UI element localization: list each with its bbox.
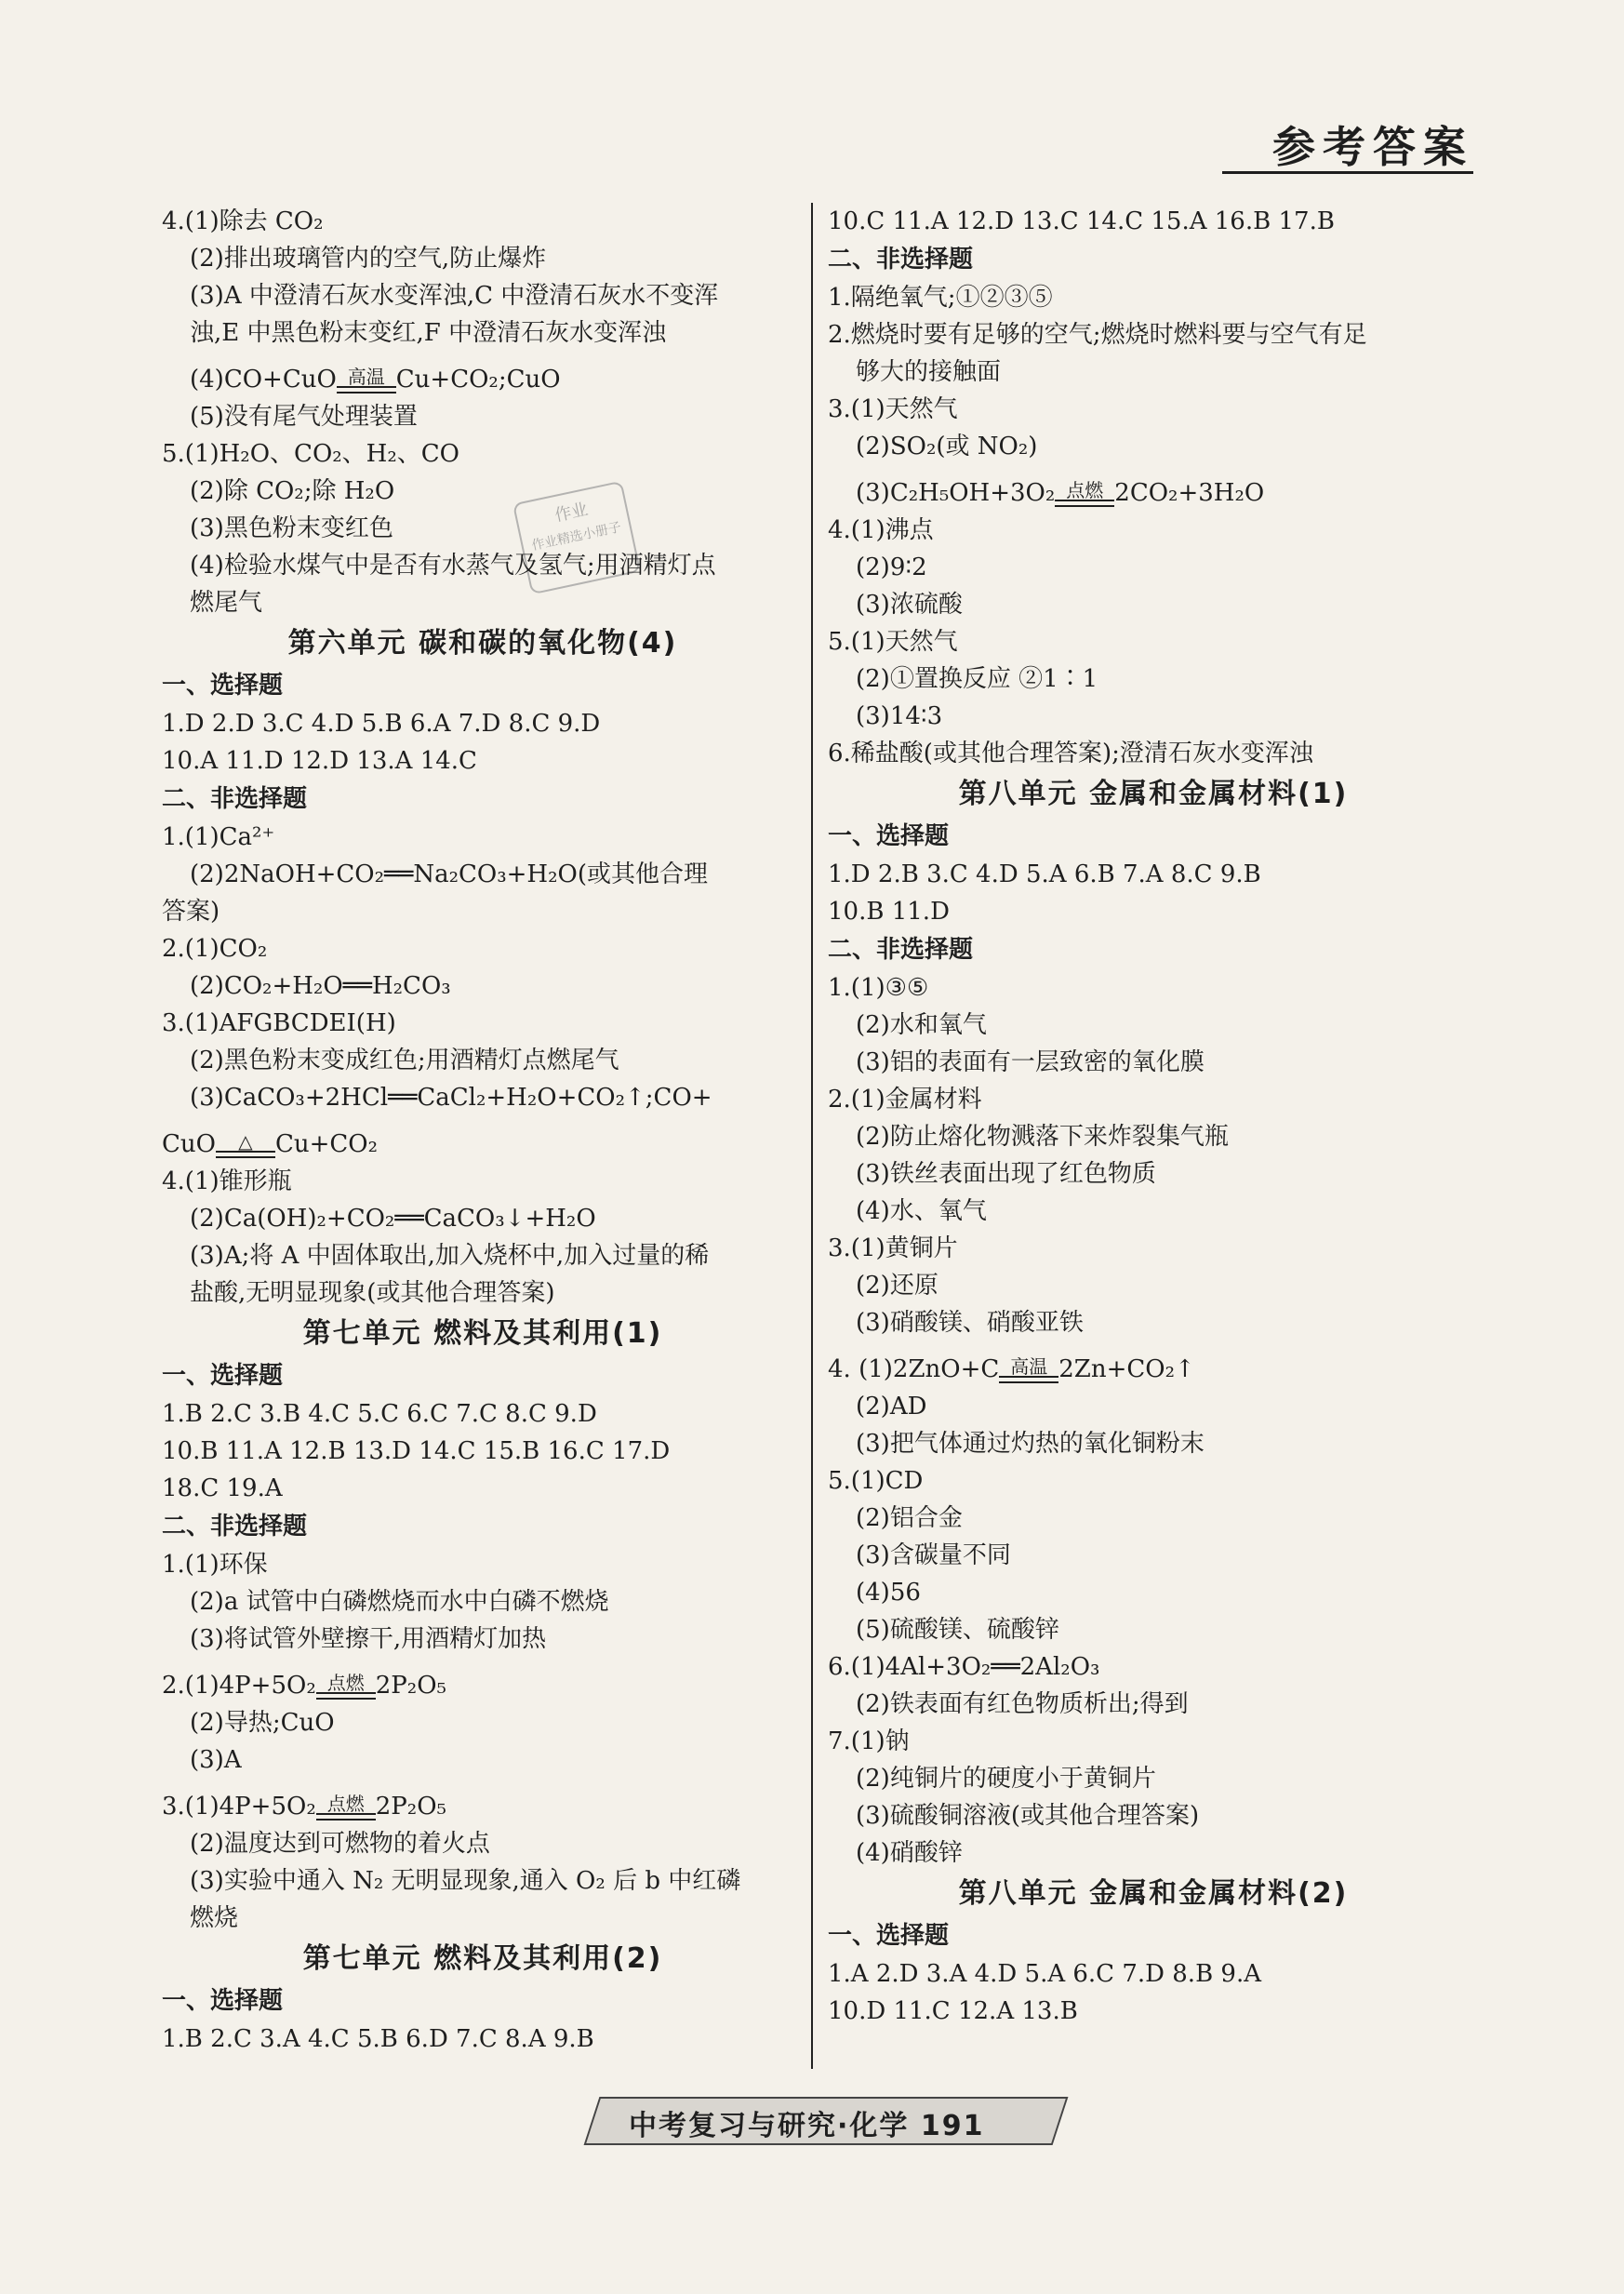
answer-line: 1.(1)环保 (162, 1551, 268, 1579)
answer-line: 4.(1)锥形瓶 (162, 1167, 292, 1195)
answer-line: (2)黑色粉末变成红色;用酒精灯点燃尾气 (190, 1047, 619, 1074)
right-column (828, 203, 1479, 2030)
equation-lhs: 2.(1)4P+5O₂ (162, 1672, 316, 1700)
section-title: 第八单元 金属和金属材料(2) (958, 1877, 1349, 1910)
equation-lhs: (4)CO+CuO (190, 366, 337, 393)
answer-line: (3)硝酸镁、硝酸亚铁 (856, 1309, 1084, 1337)
equation-rhs: 2Zn+CO₂↑ (1058, 1355, 1195, 1383)
answer-line: 5.(1)CD (828, 1467, 924, 1495)
answer-line: 6.稀盐酸(或其他合理答案);澄清石灰水变浑浊 (828, 740, 1313, 767)
answer-line: (3)浓硫酸 (856, 591, 963, 619)
answer-line: (3)黑色粉末变红色 (190, 514, 393, 542)
answer-line: 够大的接触面 (856, 358, 1002, 386)
answer-line: (2)9∶2 (856, 553, 927, 581)
choice-answers: 10.A 11.D 12.D 13.A 14.C (162, 747, 477, 775)
equation-lhs: CuO (162, 1130, 216, 1158)
answer-line: 3.(1)AFGBCDEI(H) (162, 1009, 396, 1037)
answer-line: (2)AD (856, 1393, 927, 1420)
nonchoice-heading: 二、非选择题 (162, 1513, 308, 1540)
choice-answers: 18.C 19.A (162, 1474, 283, 1502)
answer-line: 2.(1)CO₂ (162, 935, 268, 963)
choice-heading: 一、选择题 (162, 1362, 284, 1390)
nonchoice-heading: 二、非选择题 (828, 246, 974, 273)
answer-line: (2)CO₂+H₂O══H₂CO₃ (190, 972, 451, 1000)
footer-label: 中考复习与研究·化学 191 (629, 2110, 985, 2142)
answer-line: 2.(1)金属材料 (828, 1086, 982, 1114)
answer-line: 1.隔绝氧气;①②③⑤ (828, 284, 1053, 312)
answer-line: 3.(1)天然气 (828, 395, 958, 423)
stamp-line2: 作业精选小册子 (530, 520, 623, 554)
equation-lhs: 4. (1)2ZnO+C (828, 1355, 1000, 1383)
equation-rhs: Cu+CO₂ (274, 1130, 379, 1158)
column-divider (811, 203, 813, 2069)
equation-rhs: Cu+CO₂;CuO (395, 366, 561, 393)
answer-line: (2)纯铜片的硬度小于黄铜片 (856, 1765, 1156, 1793)
answer-line: (4)水、氧气 (856, 1197, 987, 1225)
answer-line: (3)把气体通过灼热的氧化铜粉末 (856, 1430, 1205, 1458)
equation-condition: 高温 (999, 1357, 1058, 1383)
choice-answers: 1.D 2.D 3.C 4.D 5.B 6.A 7.D 8.C 9.D (162, 710, 601, 738)
equation-condition: 点燃 (1055, 481, 1114, 507)
answer-line: (2)导热;CuO (190, 1709, 335, 1737)
answer-line: 盐酸,无明显现象(或其他合理答案) (190, 1279, 555, 1307)
equation-line (162, 1779, 804, 1825)
answer-line: 6.(1)4Al+3O₂══2Al₂O₃ (828, 1653, 1100, 1681)
section-title: 第七单元 燃料及其利用(2) (302, 1942, 663, 1975)
answer-line: (2)a 试管中白磷燃烧而水中白磷不燃烧 (190, 1588, 609, 1616)
answer-line: 浊,E 中黑色粉末变红,F 中澄清石灰水变浑浊 (190, 319, 667, 347)
answer-line: (2)①置换反应 ②1∶1 (856, 665, 1098, 693)
equation-line (828, 1341, 1479, 1388)
answer-line: (3)14∶3 (856, 702, 943, 730)
answer-line: 5.(1)H₂O、CO₂、H₂、CO (162, 440, 459, 468)
answer-line: (2)防止熔化物溅落下来炸裂集气瓶 (856, 1123, 1229, 1151)
answer-line: 燃尾气 (190, 589, 263, 617)
choice-answers: 10.B 11.D (828, 898, 950, 926)
equation-line (828, 465, 1479, 512)
choice-answers: 1.B 2.C 3.A 4.C 5.B 6.D 7.C 8.A 9.B (162, 2025, 594, 2053)
answer-line: (2)还原 (856, 1272, 938, 1300)
equation-line (162, 1116, 804, 1163)
answer-line: (2)铝合金 (856, 1504, 963, 1532)
answer-line: (3)含碳量不同 (856, 1541, 1011, 1569)
section-title: 第八单元 金属和金属材料(1) (958, 778, 1349, 810)
answer-line: (2)铁表面有红色物质析出;得到 (856, 1690, 1189, 1718)
nonchoice-heading: 二、非选择题 (828, 936, 974, 964)
answer-line: (3)铁丝表面出现了红色物质 (856, 1160, 1156, 1188)
answer-line: (4)硝酸锌 (856, 1839, 963, 1867)
answer-line: 燃烧 (190, 1904, 239, 1932)
answer-line: (2)除 CO₂;除 H₂O (190, 477, 395, 505)
page-header-title: 参考答案 (1272, 122, 1473, 172)
choice-answers: 10.B 11.A 12.B 13.D 14.C 15.B 16.C 17.D (162, 1437, 671, 1465)
answer-line: (4)56 (856, 1579, 921, 1607)
page-footer (592, 2097, 1057, 2147)
answer-line: (2)2NaOH+CO₂══Na₂CO₃+H₂O(或其他合理 (190, 860, 708, 888)
choice-answers: 1.A 2.D 3.A 4.D 5.A 6.C 7.D 8.B 9.A (828, 1960, 1262, 1988)
answer-line: (3)实验中通入 N₂ 无明显现象,通入 O₂ 后 b 中红磷 (190, 1867, 741, 1895)
answer-line: 4.(1)沸点 (828, 516, 934, 544)
equation-condition: 高温 (337, 367, 396, 393)
choice-answers: 1.D 2.B 3.C 4.D 5.A 6.B 7.A 8.C 9.B (828, 860, 1261, 888)
answer-line: 答案) (162, 898, 220, 926)
nonchoice-heading: 二、非选择题 (162, 785, 308, 813)
equation-line (162, 1658, 804, 1704)
answer-line: (3)A;将 A 中固体取出,加入烧杯中,加入过量的稀 (190, 1242, 710, 1270)
answer-line: (4)检验水煤气中是否有水蒸气及氢气;用酒精灯点 (190, 552, 716, 580)
equation-lhs: 3.(1)4P+5O₂ (162, 1793, 316, 1821)
section-title: 第六单元 碳和碳的氧化物(4) (287, 627, 678, 660)
answer-line: (3)A (190, 1746, 242, 1774)
section-title: 第七单元 燃料及其利用(1) (302, 1317, 663, 1350)
equation-rhs: 2P₂O₅ (375, 1672, 446, 1700)
answer-line: 1.(1)③⑤ (828, 974, 929, 1002)
answer-line: (3)CaCO₃+2HCl══CaCl₂+H₂O+CO₂↑;CO+ (190, 1084, 712, 1112)
answer-line: (3)铝的表面有一层致密的氧化膜 (856, 1048, 1205, 1076)
answer-line: (5)没有尾气处理装置 (190, 403, 418, 431)
choice-answers: 10.C 11.A 12.D 13.C 14.C 15.A 16.B 17.B (828, 207, 1335, 235)
answer-line: (5)硫酸镁、硫酸锌 (856, 1616, 1059, 1644)
answer-line: (2)Ca(OH)₂+CO₂══CaCO₃↓+H₂O (190, 1205, 596, 1233)
equation-condition: 点燃 (316, 1794, 376, 1821)
equation-condition: 点燃 (316, 1674, 376, 1700)
answer-line: 2.燃烧时要有足够的空气;燃烧时燃料要与空气有足 (828, 321, 1367, 349)
choice-heading: 一、选择题 (828, 1922, 950, 1950)
answer-line: 3.(1)黄铜片 (828, 1234, 958, 1262)
answer-line: 1.(1)Ca²⁺ (162, 823, 275, 851)
choice-heading: 一、选择题 (828, 822, 950, 850)
answer-line: (3)A 中澄清石灰水变浑浊,C 中澄清石灰水不变浑 (190, 282, 719, 310)
answer-line: (3)硫酸铜溶液(或其他合理答案) (856, 1802, 1200, 1830)
equation-line (162, 352, 804, 398)
equation-lhs: (3)C₂H₅OH+3O₂ (856, 479, 1056, 507)
stamp-line1: 作业 (552, 500, 591, 527)
answer-line: (2)排出玻璃管内的空气,防止爆炸 (190, 245, 547, 273)
equation-condition: △ (216, 1132, 275, 1158)
answer-line: (2)温度达到可燃物的着火点 (190, 1830, 490, 1858)
answer-line: (2)水和氧气 (856, 1011, 987, 1039)
choice-answers: 1.B 2.C 3.B 4.C 5.C 6.C 7.C 8.C 9.D (162, 1400, 597, 1428)
choice-heading: 一、选择题 (162, 1987, 284, 2015)
answer-line: 7.(1)钠 (828, 1727, 910, 1755)
equation-rhs: 2P₂O₅ (375, 1793, 446, 1821)
choice-answers: 10.D 11.C 12.A 13.B (828, 1997, 1078, 2025)
left-column (162, 203, 804, 2058)
answer-line: (3)将试管外壁擦干,用酒精灯加热 (190, 1625, 547, 1653)
header-rule (1222, 171, 1473, 174)
choice-heading: 一、选择题 (162, 672, 284, 700)
answer-line: 5.(1)天然气 (828, 628, 958, 656)
answer-line: 4.(1)除去 CO₂ (162, 207, 324, 235)
equation-rhs: 2CO₂+3H₂O (1114, 479, 1265, 507)
answer-line: (2)SO₂(或 NO₂) (856, 433, 1038, 460)
